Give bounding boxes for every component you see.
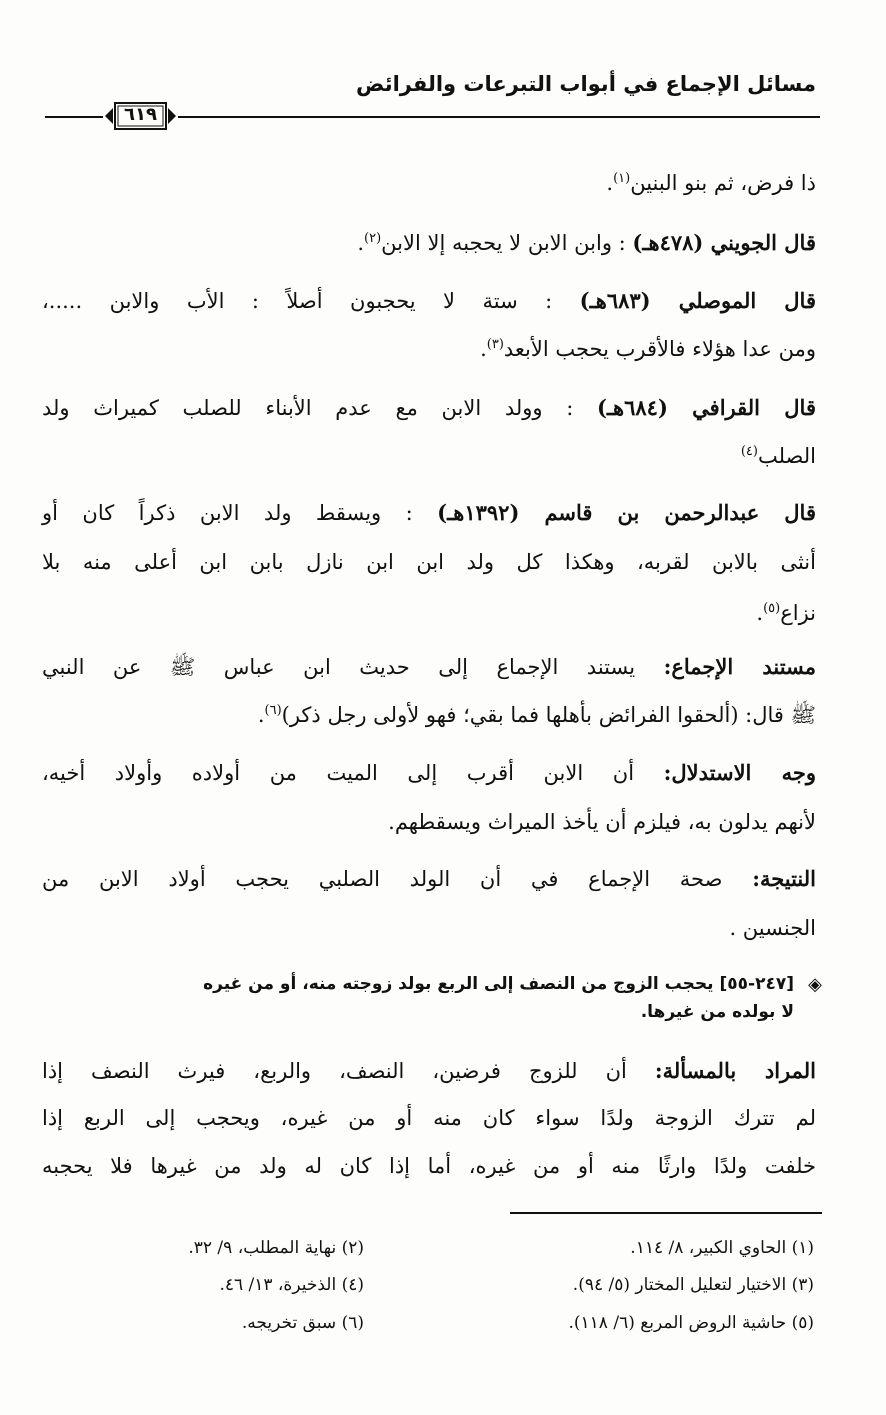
text-line-4: ومن عدا هؤلاء فالأقرب يحجب الأبعد$^{(٣)}$. bbox=[480, 337, 816, 361]
running-title: مسائل الإجماع في أبواب التبرعات والفرائض bbox=[356, 72, 816, 96]
footnote-5: (٥) حاشية الروض المربع (٦/ ١١٨). bbox=[568, 1313, 814, 1333]
text-line-13: لأنهم يدلون به، فيلزم أن يأخذ الميراث ويسقطهم. bbox=[388, 810, 816, 834]
scholar-name-mawsili: قال الموصلي (٦٨٣هـ) bbox=[579, 288, 816, 313]
consensus-basis-label: مستند الإجماع: bbox=[663, 654, 817, 679]
page-number: ٦١٩ bbox=[124, 104, 157, 125]
footnote-ref-3: (٣) bbox=[486, 337, 504, 352]
scholar-name-qarafi: قال القرافي (٦٨٤هـ) bbox=[596, 395, 816, 420]
footnote-ref-5: (٥) bbox=[763, 601, 781, 616]
quote-ibn-qasim: قال عبدالرحمن بن قاسم (١٣٩٢هـ) : ويسقط ولد الابن ذكراً كان أو bbox=[42, 500, 816, 525]
footnote-ref-1: (١) bbox=[613, 171, 631, 186]
footnote-ref-6: (٦) bbox=[264, 703, 282, 718]
footnote-ref-2: (٢) bbox=[364, 231, 382, 246]
scholar-name-juwayni: قال الجويني (٤٧٨هـ) bbox=[632, 230, 816, 255]
consensus-basis: مستند الإجماع: يستند الإجماع إلى حديث ابن عباس ﷺ عن النبي bbox=[42, 654, 817, 679]
result: النتيجة: صحة الإجماع في أن الولد الصلبي يحجب أولاد الابن من bbox=[42, 866, 816, 891]
text-line-11: ﷺ قال: (ألحقوا الفرائض بأهلها فما بقي؛ فهو لأولى رجل ذكر)$^{(٦)}$. bbox=[257, 703, 816, 727]
diamond-bullet-icon: ◈ bbox=[808, 974, 822, 995]
header-rule-right bbox=[178, 116, 820, 118]
quote-mawsili: قال الموصلي (٦٨٣هـ) : ستة لا يحجبون أصلاً : الأب والابن .....، bbox=[42, 288, 816, 313]
text-line-18: خلفت ولدًا وارثًا منه أو من غيره، أما إذا كان له ولد من غيرها فلا يحجبه bbox=[42, 1154, 816, 1178]
header-rule-left bbox=[45, 116, 103, 118]
footnote-2: (٢) نهاية المطلب، ٩/ ٣٢. bbox=[188, 1238, 364, 1258]
text-line-1: ذا فرض، ثم بنو البنين$^{(١)}$. bbox=[606, 171, 816, 195]
footnote-3: (٣) الاختيار لتعليل المختار (٥/ ٩٤). bbox=[572, 1275, 814, 1295]
footnote-4: (٤) الذخيرة، ١٣/ ٤٦. bbox=[219, 1275, 364, 1295]
text-line-15: الجنسين . bbox=[729, 916, 816, 940]
scholar-name-ibn-qasim: قال عبدالرحمن بن قاسم (١٣٩٢هـ) bbox=[437, 500, 816, 525]
evidence-aspect: وجه الاستدلال: أن الابن أقرب إلى الميت من أولاده وأولاد أخيه، bbox=[42, 760, 816, 785]
page-number-ornament bbox=[103, 100, 178, 132]
text-line-9: نزاع$^{(٥)}$. bbox=[756, 601, 816, 625]
intended-meaning: المراد بالمسألة: أن للزوج فرضين، النصف، والربع، فيرث النصف إذا bbox=[42, 1058, 816, 1083]
text-line-17: لم تترك الزوجة ولدًا سواء كان منه أو من غيره، ويحجب إلى الربع إذا bbox=[42, 1106, 816, 1130]
result-label: النتيجة: bbox=[752, 866, 816, 891]
quote-qarafi: قال القرافي (٦٨٤هـ) : وولد الابن مع عدم الأبناء للصلب كميراث ولد bbox=[42, 395, 816, 420]
intended-meaning-label: المراد بالمسألة: bbox=[654, 1058, 816, 1083]
footnote-ref-4: (٤) bbox=[740, 444, 758, 459]
quote-juwayni: قال الجويني (٤٧٨هـ) : وابن الابن لا يحجبه إلا الابن$^{(٢)}$. bbox=[357, 230, 816, 255]
text-line-8: أنثى بالابن لقربه، وهكذا كل ولد ابن ابن نازل بابن ابن أعلى منه بلا bbox=[42, 550, 816, 574]
text-line-6: الصلب$^{(٤)}$ bbox=[740, 444, 816, 468]
issue-heading-line-1: [٢٤٧-٥٥] يحجب الزوج من النصف إلى الربع بولد زوجته منه، أو من غيره bbox=[203, 974, 794, 994]
footnote-1: (١) الحاوي الكبير، ٨/ ١١٤. bbox=[630, 1238, 814, 1258]
evidence-aspect-label: وجه الاستدلال: bbox=[663, 760, 816, 785]
issue-heading-line-2: لا بولده من غيرها. bbox=[640, 1002, 794, 1022]
footnote-6: (٦) سبق تخريجه. bbox=[241, 1313, 364, 1333]
footnote-divider bbox=[510, 1212, 822, 1214]
